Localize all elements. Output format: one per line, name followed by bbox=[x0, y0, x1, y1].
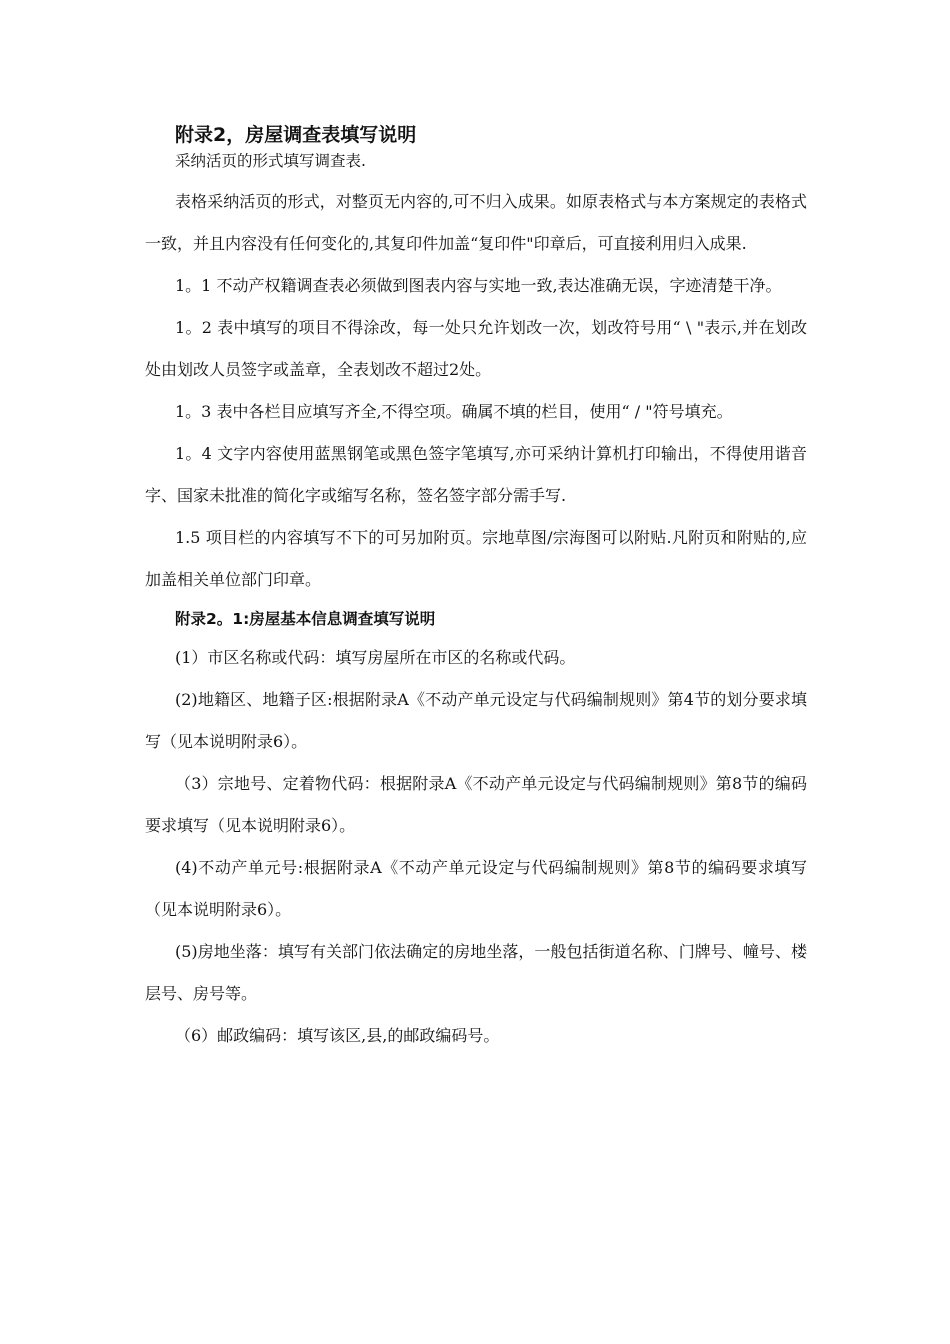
document-body bbox=[145, 121, 807, 1057]
paragraph-1-5: 1.5 项目栏的内容填写不下的可另加附页。宗地草图/宗海图可以附贴.凡附页和附贴的,应加盖相关单位部门印章。 bbox=[145, 528, 807, 589]
list-item: （3）宗地号、定着物代码：根据附录A《不动产单元设定与代码编制规则》第8节的编码要求填写（见本说明附录6）。 bbox=[145, 774, 807, 835]
list-item: （6）邮政编码：填写该区,县,的邮政编码号。 bbox=[175, 1026, 500, 1045]
list-item: (4)不动产单元号:根据附录A《不动产单元设定与代码编制规则》第8节的编码要求填写（见本说明附录6）。 bbox=[145, 858, 807, 919]
intro-line: 采纳活页的形式填写调查表. bbox=[175, 152, 366, 170]
list-item: (1）市区名称或代码：填写房屋所在市区的名称或代码。 bbox=[175, 648, 576, 667]
document-title: 附录2，房屋调查表填写说明 bbox=[175, 124, 417, 146]
list-item: (5)房地坐落：填写有关部门依法确定的房地坐落，一般包括街道名称、门牌号、幢号、楼层号、房号等。 bbox=[145, 942, 807, 1003]
list-item: (2)地籍区、地籍子区:根据附录A《不动产单元设定与代码编制规则》第4节的划分要求填写（见本说明附录6）。 bbox=[145, 690, 807, 751]
paragraph-general: 表格采纳活页的形式，对整页无内容的,可不归入成果。如原表格式与本方案规定的表格式一致，并且内容没有任何变化的,其复印件加盖“复印件"印章后，可直接利用归入成果. bbox=[145, 192, 807, 253]
paragraph-1-1: 1。1 不动产权籍调查表必须做到图表内容与实地一致,表达准确无误，字迹清楚干净。 bbox=[175, 276, 782, 295]
section-subheading: 附录2。1:房屋基本信息调查填写说明 bbox=[175, 610, 436, 628]
paragraph-1-2: 1。2 表中填写的项目不得涂改，每一处只允许划改一次，划改符号用“ \ "表示,并在划改处由划改人员签字或盖章，全表划改不超过2处。 bbox=[145, 318, 807, 379]
paragraph-1-3: 1。3 表中各栏目应填写齐全,不得空项。确属不填的栏目，使用“ / "符号填充。 bbox=[175, 402, 733, 421]
paragraph-1-4: 1。4 文字内容使用蓝黑钢笔或黑色签字笔填写,亦可采纳计算机打印输出，不得使用谐音字、国家未批准的简化字或缩写名称，签名签字部分需手写. bbox=[145, 444, 807, 505]
